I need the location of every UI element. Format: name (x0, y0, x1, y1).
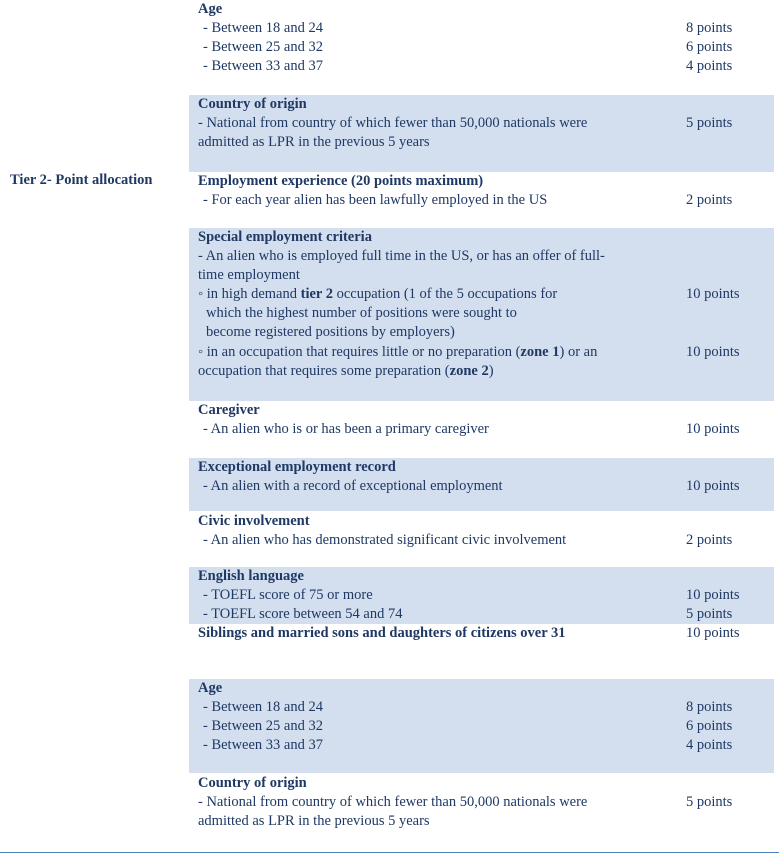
section-title: Country of origin (198, 96, 307, 112)
points-value: 6 points (686, 718, 733, 734)
tier-label: Tier 2- Point allocation (10, 172, 153, 188)
criterion-row: - Between 18 and 24 8 points (203, 20, 733, 36)
points-value: 6 points (686, 39, 733, 55)
criterion-row: - Between 33 and 37 4 points (203, 58, 733, 74)
criterion-row: - TOEFL score of 75 or more 10 points (203, 587, 740, 603)
points-value: 5 points (686, 606, 733, 622)
criterion-row: - For each year alien has been lawfully employed in the US 2 points (203, 192, 733, 208)
points-value: 8 points (686, 20, 733, 36)
section-title: Country of origin (198, 775, 307, 791)
section-title: English language (198, 568, 304, 584)
section-title: Siblings and married sons and daughters of citizens over 31 10 points (198, 625, 740, 641)
criterion-row: - National from country of which fewer than 50,000 nationals were 5 points (198, 115, 733, 131)
table-bottom-border (0, 852, 779, 853)
criterion-row: - Between 25 and 32 6 points (203, 718, 733, 734)
points-value: 10 points (686, 344, 740, 360)
section-title: Age (198, 680, 223, 696)
section-title: Exceptional employment record (198, 459, 396, 475)
criterion-row: occupation that requires some preparation (zone 2) (198, 363, 494, 379)
section-title: Employment experience (20 points maximum) (198, 173, 484, 189)
points-value: 10 points (686, 421, 740, 437)
points-value: 5 points (686, 115, 733, 131)
criterion-row: - An alien with a record of exceptional employment 10 points (203, 478, 740, 494)
criterion-row: which the highest number of positions were sought to (206, 305, 517, 321)
criterion-row: become registered positions by employers) (206, 324, 455, 340)
criterion-row: - National from country of which fewer than 50,000 nationals were 5 points (198, 794, 733, 810)
criterion-row: admitted as LPR in the previous 5 years (198, 134, 430, 150)
criterion-row: - An alien who is employed full time in the US, or has an offer of full- (198, 248, 605, 264)
criterion-row: ◦ in an occupation that requires little or no preparation (zone 1) or an 10 points (198, 344, 740, 360)
points-value: 4 points (686, 737, 733, 753)
section-title: Age (198, 1, 223, 17)
points-value: 10 points (686, 478, 740, 494)
criterion-row: time employment (198, 267, 300, 283)
criterion-row: - An alien who is or has been a primary caregiver 10 points (203, 421, 740, 437)
criterion-row: - Between 25 and 32 6 points (203, 39, 733, 55)
criterion-row: - An alien who has demonstrated significant civic involvement 2 points (203, 532, 733, 548)
points-value: 2 points (686, 532, 733, 548)
points-value: 4 points (686, 58, 733, 74)
points-value: 10 points (686, 587, 740, 603)
criterion-row: - Between 33 and 37 4 points (203, 737, 733, 753)
section-title: Special employment criteria (198, 229, 372, 245)
points-value: 5 points (686, 794, 733, 810)
points-value: 10 points (686, 625, 740, 641)
criterion-row: ◦ in high demand tier 2 occupation (1 of the 5 occupations for 10 points (198, 286, 740, 302)
section-title: Civic involvement (198, 513, 310, 529)
points-value: 10 points (686, 286, 740, 302)
criterion-row: admitted as LPR in the previous 5 years (198, 813, 430, 829)
points-value: 2 points (686, 192, 733, 208)
section-title: Caregiver (198, 402, 260, 418)
points-value: 8 points (686, 699, 733, 715)
criterion-row: - Between 18 and 24 8 points (203, 699, 733, 715)
criterion-row: - TOEFL score between 54 and 74 5 points (203, 606, 733, 622)
